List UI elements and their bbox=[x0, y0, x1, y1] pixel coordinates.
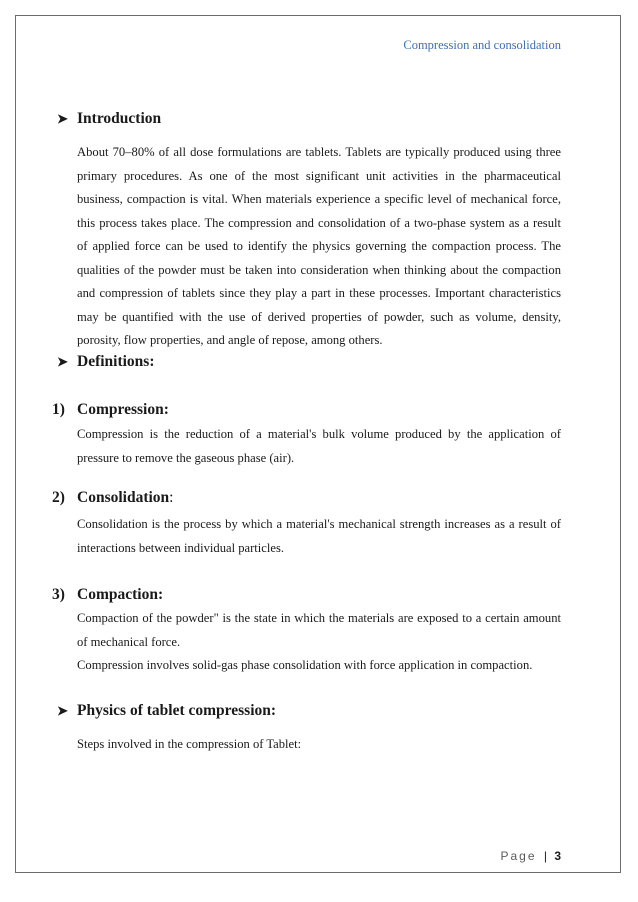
bullet-arrow-icon: ➤ bbox=[57, 354, 68, 369]
definition-1-heading bbox=[52, 401, 169, 419]
definition-term: Compaction: bbox=[77, 586, 164, 603]
definition-text-extra: Compression involves solid-gas phase consolidation with force application in compaction. bbox=[77, 658, 533, 672]
intro-paragraph: About 70–80% of all dose formulations are tablets. Tablets are typically produced using three primary procedures. As one of the most significant unit activities in the pharmaceutical business, compaction is vital. When materials experience a specific level of mechanical force, this process takes place. The compression and consolidation of a two-phase system as a result of applied force can be used to identify the physics governing the compaction process. The qualities of the powder must be taken into consideration when thinking about the compaction and compression of tablets since they play a part in these processes. Important characteristics may be quantified with the use of derived properties of powder, such as volume, density, porosity, flow properties, and angle of repose, among others. bbox=[77, 145, 561, 347]
definition-colon: : bbox=[169, 489, 174, 506]
bullet-arrow-icon: ➤ bbox=[57, 111, 68, 126]
definitions-heading: Definitions: bbox=[77, 353, 155, 370]
definition-3-body bbox=[77, 607, 561, 678]
definition-text: Consolidation is the process by which a material's mechanical strength increases as a result of interactions between individual particles. bbox=[77, 517, 561, 555]
physics-body-block bbox=[77, 733, 561, 757]
intro-body-block bbox=[77, 141, 561, 353]
physics-heading: Physics of tablet compression bbox=[77, 702, 271, 719]
definitions-heading-row bbox=[57, 353, 155, 371]
definition-number: 3) bbox=[52, 586, 65, 603]
definition-term: Consolidation bbox=[77, 489, 170, 506]
definition-number: 2) bbox=[52, 489, 65, 506]
physics-paragraph: Steps involved in the compression of Tablet: bbox=[77, 737, 302, 751]
definition-2-body bbox=[77, 513, 561, 560]
definition-term: Compression: bbox=[77, 401, 169, 418]
physics-colon: : bbox=[270, 702, 277, 719]
definition-1-body bbox=[77, 423, 561, 470]
physics-heading-row bbox=[57, 702, 276, 720]
definition-text: Compaction of the powder" is the state in which the materials are exposed to a certain amount of mechanical force. bbox=[77, 611, 561, 649]
definition-number: 1) bbox=[52, 401, 65, 418]
definition-2-heading bbox=[52, 489, 173, 507]
bullet-arrow-icon: ➤ bbox=[57, 703, 68, 718]
definition-text: Compression is the reduction of a material's bulk volume produced by the application of pressure to remove the gaseous phase (air). bbox=[77, 427, 561, 465]
intro-heading: Introduction bbox=[77, 110, 162, 127]
page-number: 3 bbox=[554, 849, 561, 863]
page-label: Page bbox=[500, 849, 537, 863]
page-separator: | bbox=[543, 849, 547, 863]
running-header: Compression and consolidation bbox=[403, 38, 561, 52]
intro-heading-row bbox=[57, 110, 161, 128]
definition-3-heading bbox=[52, 586, 163, 604]
page-footer bbox=[500, 849, 561, 863]
